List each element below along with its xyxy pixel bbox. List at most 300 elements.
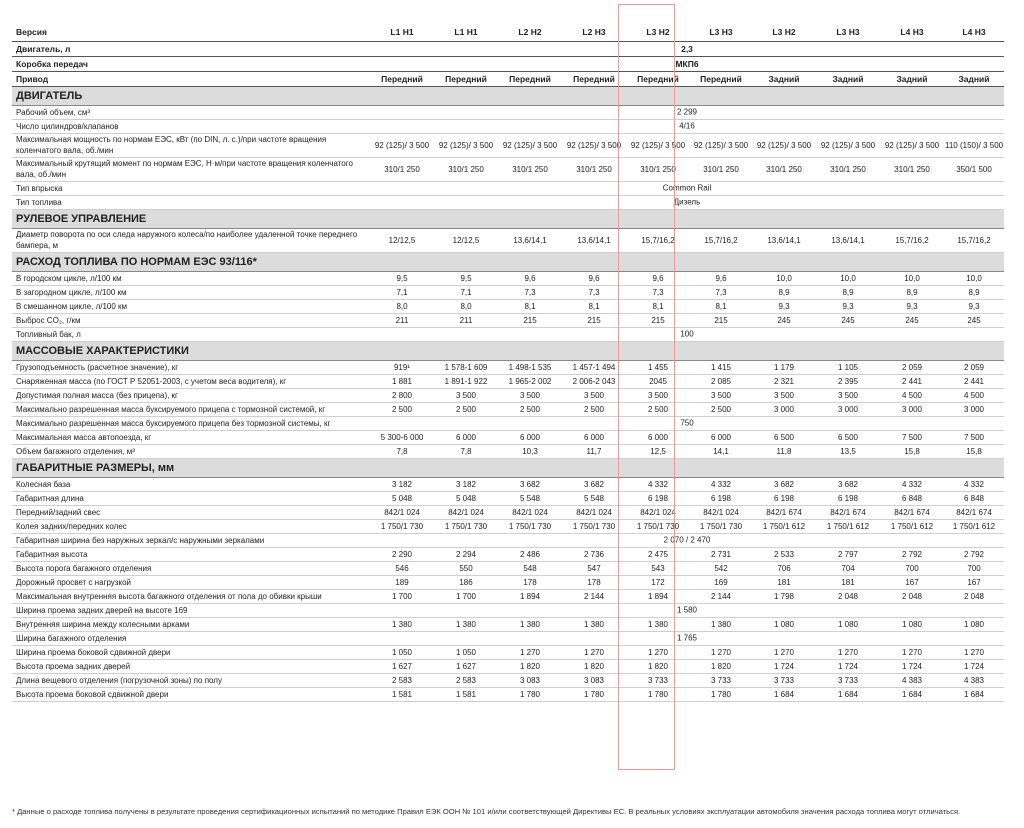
value-cell: Передний [690,71,752,86]
value-cell: 8,0 [370,299,434,313]
value-cell: 3 500 [626,388,690,402]
value-cell: 1 581 [434,687,498,701]
value-cell: 15,7/16,2 [880,228,944,252]
table-row [12,41,1004,56]
value-cell: 1 380 [370,617,434,631]
value-cell: 6 000 [498,430,562,444]
value-cell: 1 080 [752,617,816,631]
table-row [12,327,1004,341]
value-cell: 1 105 [816,360,880,374]
value-cell: 169 [690,575,752,589]
value-cell: 4 332 [690,477,752,491]
value-cell: 1 750/1 612 [880,519,944,533]
value-cell: 1 820 [498,659,562,673]
value-cell: 7,3 [498,285,562,299]
value-cell: 3 182 [370,477,434,491]
shared-value-cell [370,195,1004,209]
value-cell: 4 500 [944,388,1004,402]
value-cell: 1 750/1 730 [370,519,434,533]
table-row [12,659,1004,673]
table-row [12,56,1004,71]
value-cell: 3 682 [498,477,562,491]
value-cell: 2 059 [880,360,944,374]
value-cell: 1 684 [880,687,944,701]
value-cell: 842/1 024 [370,505,434,519]
value-cell: 5 300-6 000 [370,430,434,444]
value-cell: 7,8 [434,444,498,458]
value-cell: 189 [370,575,434,589]
value-cell: 9,3 [816,299,880,313]
value-cell: 1 750/1 730 [562,519,626,533]
value-cell: 550 [434,561,498,575]
value-cell: 15,7/16,2 [626,228,690,252]
value-cell: 1 498-1 535 [498,360,562,374]
value-cell: 6 848 [944,491,1004,505]
value-cell: 6 500 [752,430,816,444]
value-cell: 1 750/1 730 [498,519,562,533]
value-cell: 2 486 [498,547,562,561]
table-row [12,444,1004,458]
value-cell: 7,3 [562,285,626,299]
value-cell: 2 800 [370,388,434,402]
value-cell: 1 820 [626,659,690,673]
value-cell: 3 733 [690,673,752,687]
value-cell: 2 059 [944,360,1004,374]
table-row [12,105,1004,119]
value-cell: 2 441 [880,374,944,388]
shared-value: 750 [680,418,694,428]
shared-value: 100 [680,329,694,339]
value-cell: Передний [562,71,626,86]
table-row [12,687,1004,701]
value-cell: 12/12,5 [434,228,498,252]
value-cell: 2045 [626,374,690,388]
table-row [12,491,1004,505]
row-label: Привод [12,71,370,86]
value-cell: Задний [880,71,944,86]
shared-value-cell [370,631,1004,645]
value-cell: 92 (125)/ 3 500 [370,133,434,157]
value-cell: 15,8 [944,444,1004,458]
shared-value: МКП6 [675,58,699,69]
value-cell: 5 048 [434,491,498,505]
value-cell: 2 792 [944,547,1004,561]
row-label: Колея задних/передних колес [12,519,370,533]
model-header: L2 H2 [498,24,562,41]
value-cell: 6 848 [880,491,944,505]
value-cell: 3 733 [626,673,690,687]
table-row [12,271,1004,285]
table-row [12,402,1004,416]
table-row [12,673,1004,687]
value-cell: 3 682 [752,477,816,491]
row-label: Габаритная ширина без наружных зеркал/с наружными зеркалами [12,533,370,547]
value-cell: 167 [944,575,1004,589]
value-cell: 9,3 [752,299,816,313]
value-cell: 6 500 [816,430,880,444]
value-cell: 1 270 [752,645,816,659]
value-cell: 8,1 [690,299,752,313]
table-row [12,533,1004,547]
value-cell: 6 000 [562,430,626,444]
value-cell: 2 144 [690,589,752,603]
value-cell: 2 085 [690,374,752,388]
value-cell: 1 270 [880,645,944,659]
value-cell: 3 500 [498,388,562,402]
model-header: L4 H3 [880,24,944,41]
value-cell: 167 [880,575,944,589]
shared-value: Дизель [673,197,701,207]
model-header: L2 H3 [562,24,626,41]
value-cell: 92 (125)/ 3 500 [498,133,562,157]
value-cell: 2 290 [370,547,434,561]
value-cell: 8,9 [944,285,1004,299]
shared-value: 2 070 / 2 470 [663,535,711,545]
row-label: Максимально разрешенная масса буксируемого прицепа без тормозной системы, кг [12,416,370,430]
table-row [12,181,1004,195]
value-cell: 11,8 [752,444,816,458]
value-cell: 1 820 [690,659,752,673]
value-cell: 6 198 [690,491,752,505]
value-cell: 245 [752,313,816,327]
value-cell: 1 455 [626,360,690,374]
model-header: L1 H1 [434,24,498,41]
value-cell: 7,1 [370,285,434,299]
value-cell: Передний [434,71,498,86]
row-label: Объем багажного отделения, м³ [12,444,370,458]
section-header-row [12,341,1004,360]
value-cell: Передний [498,71,562,86]
value-cell: 1 750/1 730 [626,519,690,533]
value-cell: 92 (125)/ 3 500 [880,133,944,157]
value-cell: 7,3 [690,285,752,299]
value-cell: 1 965-2 002 [498,374,562,388]
value-cell: 3 682 [816,477,880,491]
section-title: РАСХОД ТОПЛИВА ПО НОРМАМ ЕЭС 93/116* [12,252,1004,271]
row-label: Передний/задний свес [12,505,370,519]
value-cell: 9,5 [370,271,434,285]
table-row [12,71,1004,86]
value-cell: 8,9 [752,285,816,299]
value-cell: 2 731 [690,547,752,561]
row-label: Ширина проема боковой сдвижной двери [12,645,370,659]
row-label: Двигатель, л [12,41,370,56]
value-cell: 842/1 024 [626,505,690,519]
value-cell: 6 198 [816,491,880,505]
row-label: Тип топлива [12,195,370,209]
shared-value: 4/16 [679,121,695,131]
value-cell: 2 500 [370,402,434,416]
value-cell: 1 380 [434,617,498,631]
value-cell: 7 500 [944,430,1004,444]
value-cell: 92 (125)/ 3 500 [816,133,880,157]
value-cell: 215 [562,313,626,327]
value-cell: 310/1 250 [752,157,816,181]
value-cell: 3 000 [752,402,816,416]
section-title: ДВИГАТЕЛЬ [12,86,1004,105]
value-cell: 3 733 [816,673,880,687]
value-cell: 842/1 024 [434,505,498,519]
value-cell: 6 198 [752,491,816,505]
value-cell: 2 500 [434,402,498,416]
row-label: Максимальный крутящий момент по нормам ЕЭС, Н·м/при частоте вращения коленчатого вала, об./мин [12,157,370,181]
value-cell: 1 578-1 609 [434,360,498,374]
row-label: Рабочий объем, см³ [12,105,370,119]
row-label: Высота проема боковой сдвижной двери [12,687,370,701]
value-cell: 172 [626,575,690,589]
table-row [12,299,1004,313]
row-label: Габаритная высота [12,547,370,561]
value-cell: 2 583 [434,673,498,687]
section-header-row [12,252,1004,271]
value-cell: 3 000 [944,402,1004,416]
value-cell: 1 270 [626,645,690,659]
table-row [12,617,1004,631]
shared-value-cell [370,56,1004,71]
value-cell: 542 [690,561,752,575]
value-cell: 1 380 [626,617,690,631]
model-header: L4 H3 [944,24,1004,41]
value-cell: 245 [816,313,880,327]
value-cell: 13,6/14,1 [752,228,816,252]
value-cell: 842/1 674 [880,505,944,519]
row-label: Колесная база [12,477,370,491]
value-cell: 1 380 [690,617,752,631]
value-cell: 2 500 [626,402,690,416]
value-cell: 2 395 [816,374,880,388]
value-cell: 5 048 [370,491,434,505]
value-cell: 12,5 [626,444,690,458]
value-cell: 10,0 [752,271,816,285]
shared-value: Common Rail [662,183,712,193]
value-cell: 2 500 [498,402,562,416]
section-title: ГАБАРИТНЫЕ РАЗМЕРЫ, мм [12,458,1004,477]
value-cell: 8,9 [880,285,944,299]
value-cell: 2 144 [562,589,626,603]
value-cell: 1 750/1 730 [434,519,498,533]
value-cell: 1 894 [498,589,562,603]
value-cell: 10,0 [944,271,1004,285]
table-row [12,589,1004,603]
table-row [12,374,1004,388]
row-label: В загородном цикле, л/100 км [12,285,370,299]
shared-value: 2 299 [676,107,698,117]
value-cell: 8,1 [626,299,690,313]
value-cell: 7,8 [370,444,434,458]
value-cell: 8,9 [816,285,880,299]
row-label: Топливный бак, л [12,327,370,341]
value-cell: 2 048 [944,589,1004,603]
value-cell: 1 780 [626,687,690,701]
value-cell: 706 [752,561,816,575]
value-cell: 92 (125)/ 3 500 [690,133,752,157]
value-cell: 700 [880,561,944,575]
value-cell: 3 182 [434,477,498,491]
value-cell: 1 684 [816,687,880,701]
table-row [12,430,1004,444]
value-cell: 1 780 [690,687,752,701]
value-cell: 9,3 [944,299,1004,313]
section-header-row [12,209,1004,228]
table-row [12,285,1004,299]
value-cell: 211 [434,313,498,327]
value-cell: 543 [626,561,690,575]
section-title: МАССОВЫЕ ХАРАКТЕРИСТИКИ [12,341,1004,360]
value-cell: 245 [944,313,1004,327]
value-cell: 1 894 [626,589,690,603]
header-row [12,24,1004,41]
row-label: Тип впрыска [12,181,370,195]
value-cell: 842/1 674 [816,505,880,519]
value-cell: 10,3 [498,444,562,458]
table-row [12,388,1004,402]
value-cell: 1 684 [752,687,816,701]
value-cell: 1 798 [752,589,816,603]
value-cell: 1 780 [562,687,626,701]
value-cell: 5 548 [498,491,562,505]
value-cell: 1 724 [880,659,944,673]
value-cell: 2 294 [434,547,498,561]
table-row [12,416,1004,430]
value-cell: 178 [498,575,562,589]
shared-value-cell [370,119,1004,133]
value-cell: 2 797 [816,547,880,561]
row-label: Число цилиндров/клапанов [12,119,370,133]
value-cell: 92 (125)/ 3 500 [562,133,626,157]
value-cell: 2 048 [880,589,944,603]
value-cell: 3 500 [752,388,816,402]
value-cell: 178 [562,575,626,589]
table-row [12,157,1004,181]
value-cell: 15,8 [880,444,944,458]
value-cell: 3 000 [880,402,944,416]
value-cell: 310/1 250 [690,157,752,181]
shared-value-cell [370,181,1004,195]
value-cell: 13,6/14,1 [562,228,626,252]
table-row [12,477,1004,491]
value-cell: 350/1 500 [944,157,1004,181]
value-cell: 842/1 024 [498,505,562,519]
value-cell: 1 080 [880,617,944,631]
value-cell: 92 (125)/ 3 500 [752,133,816,157]
value-cell: 8,1 [498,299,562,313]
value-cell: 13,6/14,1 [498,228,562,252]
row-label: Выброс CO₂, г/км [12,313,370,327]
value-cell: 215 [498,313,562,327]
footnote: * Данные о расходе топлива получены в результате проведения сертификационных испытаний по методике Правил ЕЭК ООН № 101 и/или соответствующей Директивы ЕС. В реальных условиях эксплуатации автомобиля значения расхода топлива могут отличаться. [12,807,961,816]
value-cell: 1 179 [752,360,816,374]
row-label: Ширина багажного отделения [12,631,370,645]
value-cell: 3 000 [816,402,880,416]
table-row [12,505,1004,519]
value-cell: 919¹ [370,360,434,374]
value-cell: 1 750/1 612 [752,519,816,533]
model-header: L3 H2 [752,24,816,41]
value-cell: 3 500 [434,388,498,402]
value-cell: 13,6/14,1 [816,228,880,252]
value-cell: 181 [752,575,816,589]
row-label: В смешанном цикле, л/100 км [12,299,370,313]
value-cell: 1 627 [370,659,434,673]
value-cell: 1 627 [434,659,498,673]
value-cell: 3 682 [562,477,626,491]
value-cell: 842/1 674 [752,505,816,519]
shared-value: 1 580 [676,605,698,615]
value-cell: 1 780 [498,687,562,701]
value-cell: 1 724 [752,659,816,673]
value-cell: 842/1 024 [690,505,752,519]
row-label: Максимально разрешенная масса буксируемого прицепа с тормозной системой, кг [12,402,370,416]
table-row [12,561,1004,575]
value-cell: 186 [434,575,498,589]
value-cell: 6 000 [690,430,752,444]
value-cell: 1 750/1 612 [944,519,1004,533]
value-cell: 1 080 [944,617,1004,631]
value-cell: 13,5 [816,444,880,458]
value-cell: Задний [816,71,880,86]
value-cell: 7,1 [434,285,498,299]
value-cell: Задний [752,71,816,86]
value-cell: 3 500 [816,388,880,402]
value-cell: 1 750/1 730 [690,519,752,533]
row-label: Габаритная длина [12,491,370,505]
value-cell: 1 270 [498,645,562,659]
value-cell: 4 500 [880,388,944,402]
value-cell: 310/1 250 [434,157,498,181]
value-cell: Задний [944,71,1004,86]
value-cell: 9,6 [626,271,690,285]
shared-value-cell [370,416,1004,430]
value-cell: 1 700 [370,589,434,603]
value-cell: 211 [370,313,434,327]
table-row [12,575,1004,589]
value-cell: 4 332 [880,477,944,491]
value-cell: 548 [498,561,562,575]
row-label: Коробка передач [12,56,370,71]
table-row [12,631,1004,645]
value-cell: 11,7 [562,444,626,458]
value-cell: 6 000 [434,430,498,444]
value-cell: 1 380 [562,617,626,631]
value-cell: 6 000 [626,430,690,444]
value-cell: 92 (125)/ 3 500 [434,133,498,157]
value-cell: 842/1 024 [562,505,626,519]
value-cell: 1 270 [562,645,626,659]
value-cell: Передний [370,71,434,86]
value-cell: 10,0 [816,271,880,285]
value-cell: 4 383 [880,673,944,687]
value-cell: 12/12,5 [370,228,434,252]
value-cell: 1 050 [370,645,434,659]
value-cell: 1 270 [944,645,1004,659]
row-label: Допустимая полная масса (без прицепа), кг [12,388,370,402]
value-cell: 2 792 [880,547,944,561]
value-cell: 2 500 [562,402,626,416]
value-cell: 110 (150)/ 3 500 [944,133,1004,157]
shared-value-cell [370,105,1004,119]
value-cell: 2 583 [370,673,434,687]
value-cell: 2 048 [816,589,880,603]
shared-value: 2,3 [681,43,693,54]
section-header-row [12,458,1004,477]
value-cell: 1 050 [434,645,498,659]
value-cell: 2 441 [944,374,1004,388]
table-row [12,228,1004,252]
row-label: Высота проема задних дверей [12,659,370,673]
row-label: Диаметр поворота по оси следа наружного колеса/по наиболее удаленной точке переднего бампера, м [12,228,370,252]
value-cell: 5 548 [562,491,626,505]
value-cell: 4 332 [626,477,690,491]
